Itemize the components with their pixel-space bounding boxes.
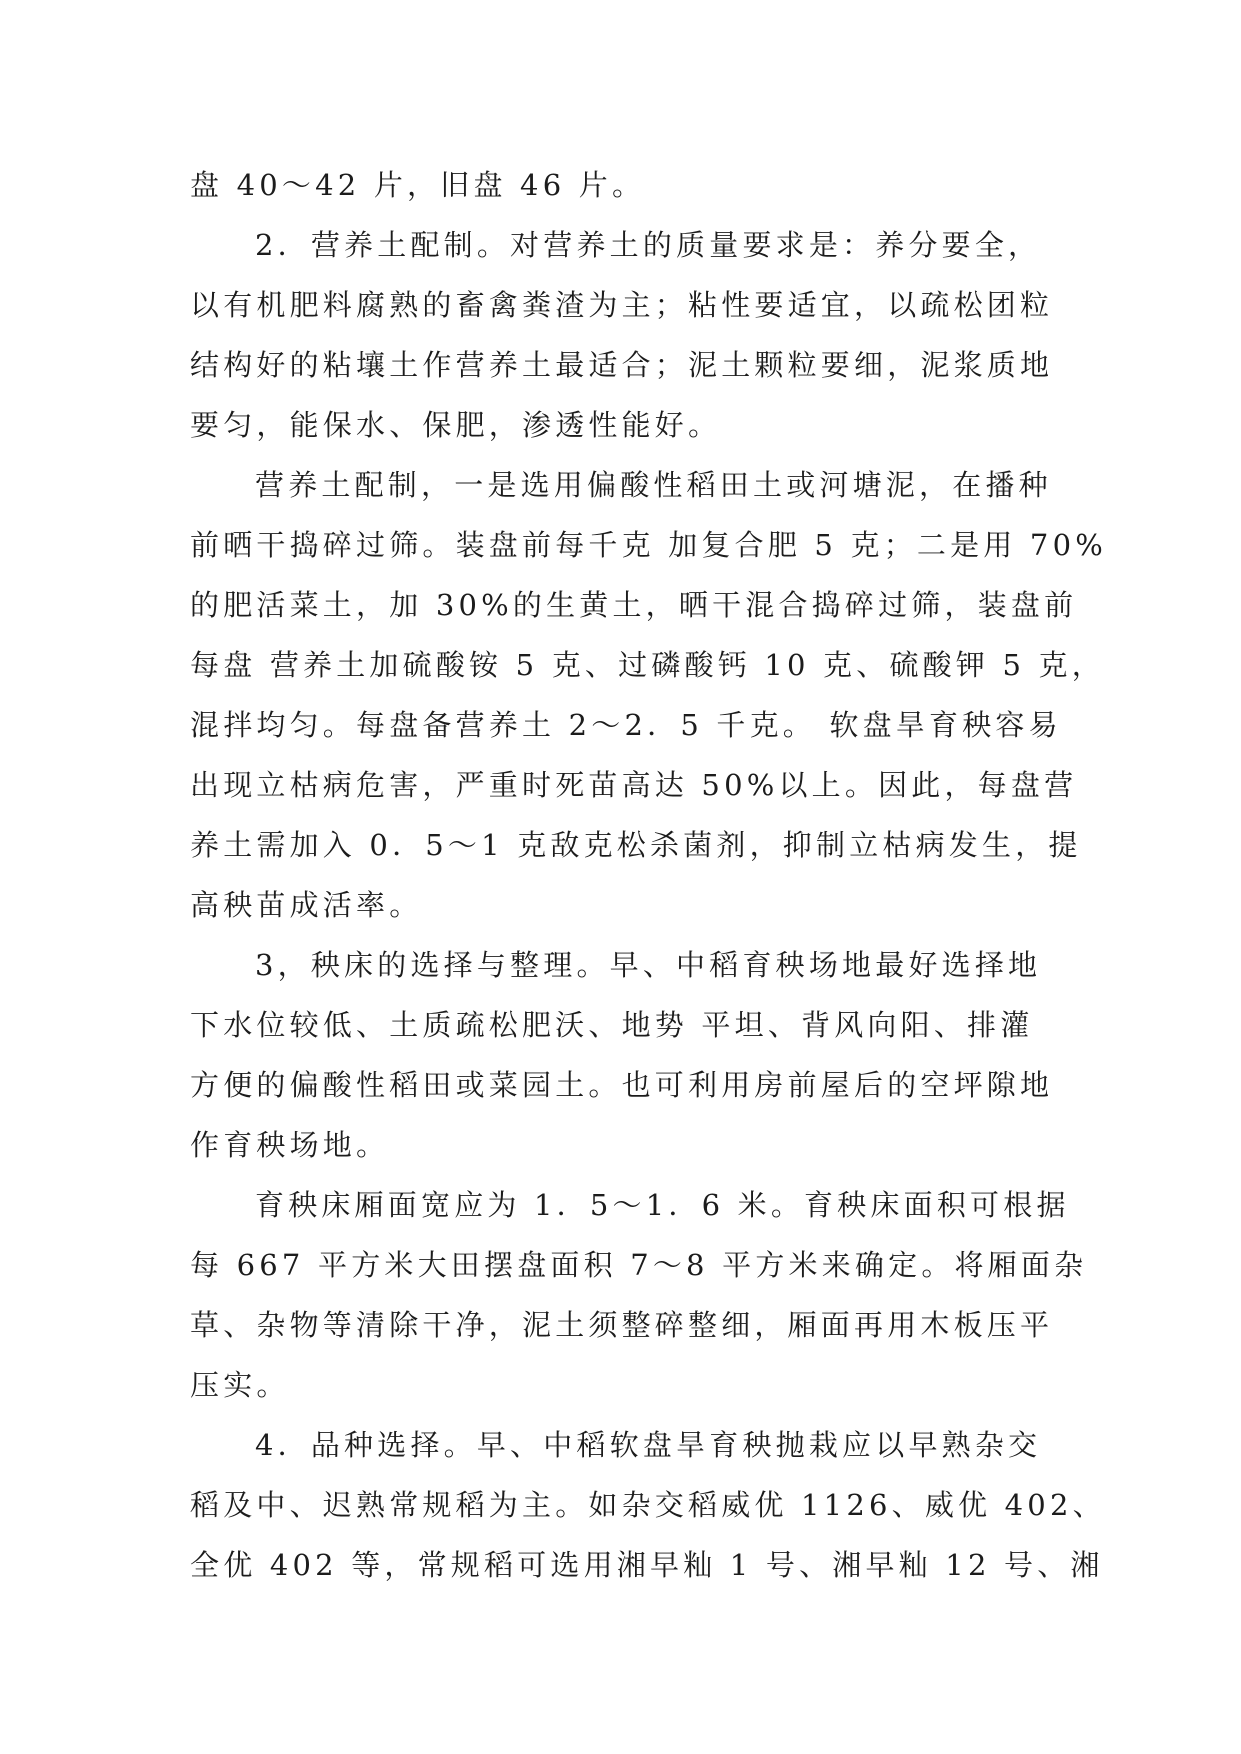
text-line: 每盘 营养土加硫酸铵 5 克、过磷酸钙 10 克、硫酸钾 5 克，	[190, 648, 1105, 682]
text-line: 以有机肥料腐熟的畜禽粪渣为主；粘性要适宜，以疏松团粒	[190, 288, 1054, 322]
text-line: 4．品种选择。早、中稻软盘旱育秧抛栽应以早熟杂交	[255, 1428, 1042, 1462]
text-line: 压实。	[190, 1368, 290, 1402]
text-line: 2．营养土配制。对营养土的质量要求是：养分要全，	[255, 228, 1042, 262]
text-line: 作育秧场地。	[190, 1128, 390, 1162]
text-line: 下水位较低、土质疏松肥沃、地势 平坦、背风向阳、排灌	[190, 1008, 1034, 1042]
text-line: 方便的偏酸性稻田或菜园土。也可利用房前屋后的空坪隙地	[190, 1068, 1054, 1102]
text-line: 营养土配制，一是选用偏酸性稻田土或河塘泥，在播种	[255, 468, 1052, 502]
text-line: 的肥活菜土，加 30%的生黄土，晒干混合捣碎过筛，装盘前	[190, 588, 1078, 622]
text-line: 3，秧床的选择与整理。早、中稻育秧场地最好选择地	[255, 948, 1042, 982]
text-line: 育秧床厢面宽应为 1．5～1．6 米。育秧床面积可根据	[255, 1188, 1070, 1222]
text-line: 结构好的粘壤土作营养土最适合；泥土颗粒要细，泥浆质地	[190, 348, 1054, 382]
text-line: 前晒干捣碎过筛。装盘前每千克 加复合肥 5 克；二是用 70%	[190, 528, 1107, 562]
text-line: 养土需加入 0．5～1 克敌克松杀菌剂，抑制立枯病发生，提	[190, 828, 1082, 862]
text-line: 全优 402 等，常规稻可选用湘早籼 1 号、湘早籼 12 号、湘	[190, 1548, 1104, 1582]
text-line: 盘 40～42 片，旧盘 46 片。	[190, 168, 646, 202]
text-line: 要匀，能保水、保肥，渗透性能好。	[190, 408, 722, 442]
text-line: 草、杂物等清除干净，泥土须整碎整细，厢面再用木板压平	[190, 1308, 1054, 1342]
text-line: 每 667 平方米大田摆盘面积 7～8 平方米来确定。将厢面杂	[190, 1248, 1088, 1282]
text-line: 出现立枯病危害，严重时死苗高达 50%以上。因此，每盘营	[190, 768, 1078, 802]
text-line: 高秧苗成活率。	[190, 888, 423, 922]
text-line: 稻及中、迟熟常规稻为主。如杂交稻威优 1126、威优 402、	[190, 1488, 1106, 1522]
text-line: 混拌均匀。每盘备营养土 2～2．5 千克。 软盘旱育秧容易	[190, 708, 1062, 742]
